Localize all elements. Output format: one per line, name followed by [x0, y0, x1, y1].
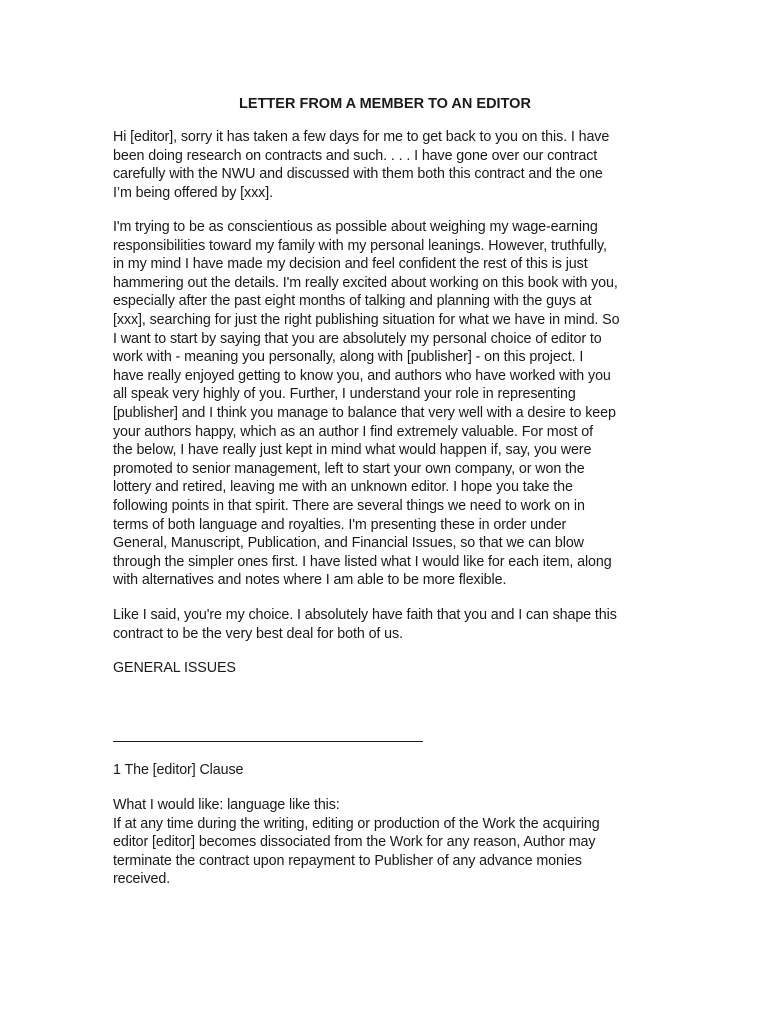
text-line: carefully with the NWU and discussed with them both this contract and the one: [113, 166, 603, 183]
text-line: If at any time during the writing, editing or production of the Work the acquiring: [113, 815, 600, 832]
paragraph-closing: [113, 606, 673, 643]
text-line: terms of both language and royalties. I'm presenting these in order under: [113, 516, 567, 533]
text-line: Hi [editor], sorry it has taken a few days for me to get back to you on this. I have: [113, 129, 610, 145]
text-line: What I would like: language like this:: [113, 797, 340, 813]
text-line: work with - meaning you personally, along with [publisher] - on this project. I: [113, 349, 584, 366]
section-heading: [113, 659, 673, 678]
text-line: promoted to senior management, left to start your own company, or won the: [113, 460, 585, 477]
text-line: responsibilities toward my family with my personal leanings. However, truthfully,: [113, 237, 607, 254]
item-body: [113, 796, 673, 889]
text-line: all speak very highly of you. Further, I understand your role in representing: [113, 386, 576, 403]
text-line: through the simpler ones first. I have listed what I would like for each item, along: [113, 553, 612, 570]
text-line: [publisher] and I think you manage to balance that very well with a desire to keep: [113, 404, 616, 421]
text-line: terminate the contract upon repayment to Publisher of any advance monies: [113, 852, 582, 869]
text-line: I’m being offered by [xxx].: [113, 184, 273, 201]
text-line: received.: [113, 871, 171, 888]
text-line: Like I said, you're my choice. I absolutely have faith that you and I can shape this: [113, 607, 617, 623]
text-line: have really enjoyed getting to know you, and authors who have worked with you: [113, 367, 611, 384]
section-divider: [113, 741, 423, 742]
text-line: General, Manuscript, Publication, and Financial Issues, so that we can blow: [113, 535, 584, 552]
paragraph-greeting: [113, 128, 673, 202]
text-line: I'm trying to be as conscientious as possible about weighing my wage-earning: [113, 219, 598, 235]
general-issues-heading: GENERAL ISSUES: [113, 660, 236, 676]
text-line: lottery and retired, leaving me with an unknown editor. I hope you take the: [113, 479, 573, 496]
text-line: your authors happy, which as an author I find extremely valuable. For most of: [113, 423, 593, 440]
editor-clause-heading: 1 The [editor] Clause: [113, 762, 244, 778]
text-line: [xxx], searching for just the right publishing situation for what we have in mind. So: [113, 311, 620, 328]
paragraph-main: [113, 218, 673, 590]
text-line: especially after the past eight months of talking and planning with the guys at: [113, 293, 592, 310]
item-heading: [113, 761, 673, 780]
text-line: in my mind I have made my decision and feel confident the rest of this is just: [113, 256, 588, 273]
text-line: following points in that spirit. There are several things we need to work on in: [113, 497, 585, 514]
text-line: I want to start by saying that you are absolutely my personal choice of editor to: [113, 330, 602, 347]
document-title: LETTER FROM A MEMBER TO AN EDITOR: [239, 96, 531, 112]
text-line: been doing research on contracts and such. . . . I have gone over our contract: [113, 147, 598, 164]
text-line: editor [editor] becomes dissociated from the Work for any reason, Author may: [113, 834, 596, 851]
text-line: the below, I have really just kept in mind what would happen if, say, you were: [113, 442, 592, 459]
text-line: hammering out the details. I'm really excited about working on this book with you,: [113, 274, 618, 291]
text-line: with alternatives and notes where I am able to be more flexible.: [113, 572, 507, 589]
text-line: contract to be the very best deal for both of us.: [113, 625, 403, 642]
